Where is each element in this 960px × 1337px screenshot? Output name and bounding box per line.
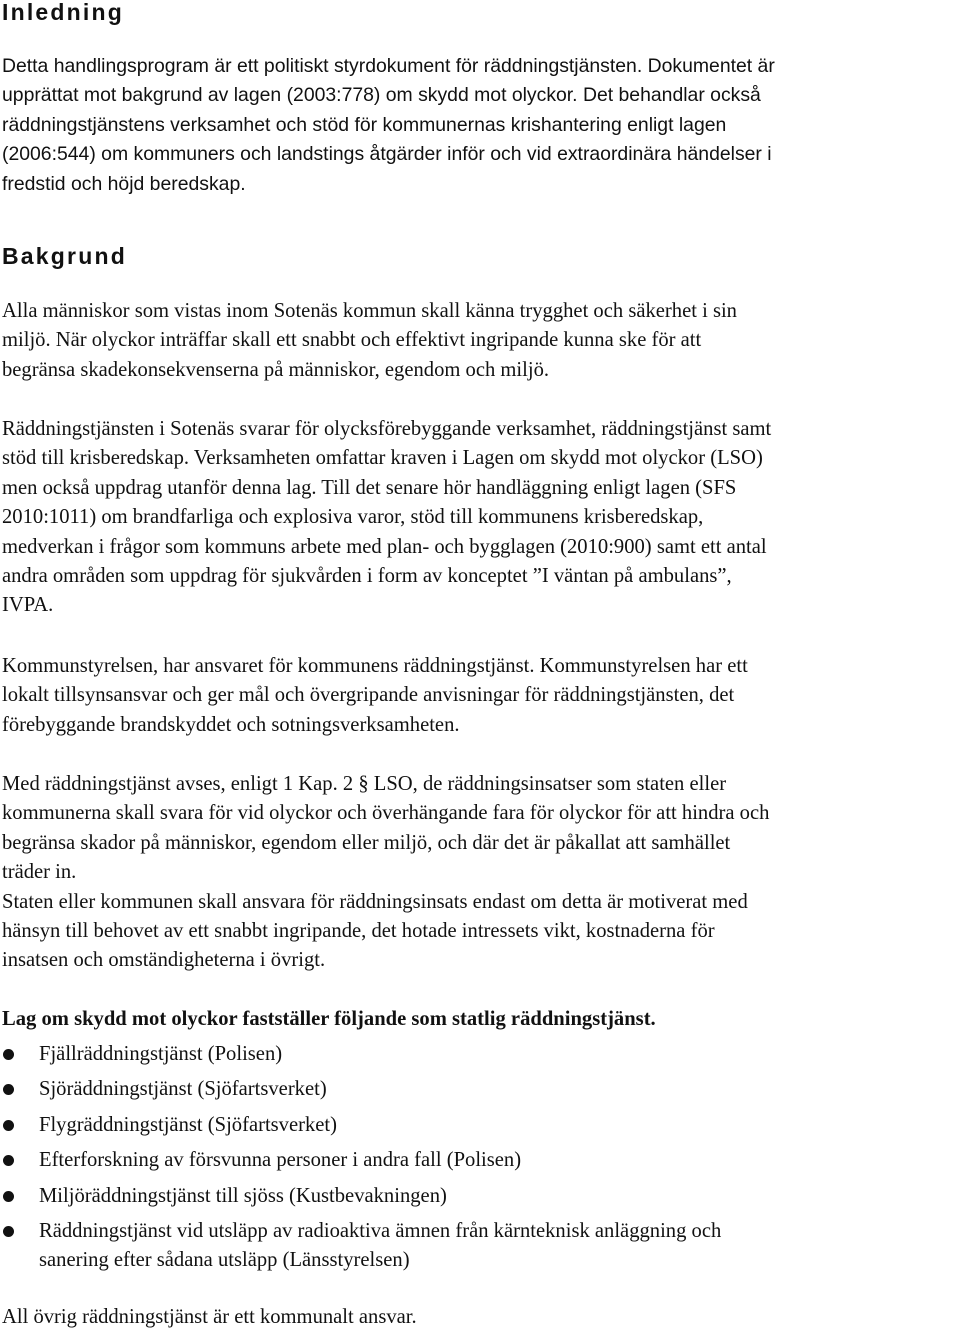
- text-line: Staten eller kommunen skall ansvara för räddningsinsats endast om detta är motiverat med: [2, 890, 748, 913]
- paragraph-bakgrund-3: [2, 652, 960, 740]
- bullet-icon: [3, 1191, 14, 1202]
- list-item: [0, 1146, 721, 1175]
- paragraph-bakgrund-4: [2, 770, 960, 976]
- text-line: räddningstjänstens verksamhet och stöd för kommunernas krishantering enligt lagen: [2, 113, 727, 136]
- paragraph-bakgrund-2: [2, 415, 960, 621]
- text-line: Med räddningstjänst avses, enligt 1 Kap. 2 § LSO, de räddningsinsatser som staten eller: [2, 773, 727, 795]
- lag-lead-heading: Lag om skydd mot olyckor fastställer följande som statlig räddningstjänst.: [2, 1008, 656, 1030]
- text-line: Detta handlingsprogram är ett politiskt styrdokument för räddningstjänsten. Dokumentet är: [2, 55, 775, 77]
- heading-bakgrund: Bakgrund: [2, 243, 127, 269]
- text-line: Alla människor som vistas inom Sotenäs kommun skall känna trygghet och säkerhet i sin: [2, 300, 737, 322]
- bullet-icon: [3, 1084, 14, 1095]
- paragraph-inledning: [2, 52, 960, 199]
- text-line: Kommunstyrelsen, har ansvaret för kommunens räddningstjänst. Kommunstyrelsen har ett: [2, 655, 748, 677]
- bullet-icon: [3, 1120, 14, 1131]
- text-line: andra områden som uppdrag för sjukvården i form av konceptet ”I väntan på ambulans”,: [2, 564, 732, 587]
- bullet-icon: [3, 1155, 14, 1166]
- text-line: medverkan i frågor som kommuns arbete med plan- och bygglagen (2010:900) samt ett antal: [2, 535, 767, 558]
- list-item: [0, 1217, 721, 1276]
- text-line: men också uppdrag utanför denna lag. Till det senare hör handläggning enligt lagen (SFS: [2, 476, 737, 499]
- text-line: insatsen och omständigheterna i övrigt.: [2, 949, 326, 972]
- text-line: (2006:544) om kommuners och landstings åtgärder inför och vid extraordinära händelser i: [2, 143, 772, 166]
- list-item-text: Miljöräddningstjänst till sjöss (Kustbevakningen): [39, 1184, 447, 1207]
- text-line: begränsa skadekonsekvenserna på människor, egendom och miljö.: [2, 358, 550, 381]
- list-item: [0, 1111, 721, 1140]
- text-line: begränsa skador på människor, egendom eller miljö, och där det är påkallat att samhället: [2, 831, 731, 854]
- closing-statement: All övrig räddningstjänst är ett kommunalt ansvar.: [2, 1306, 417, 1328]
- statlig-raddningstjanst-list: [0, 1040, 721, 1282]
- text-line: upprättat mot bakgrund av lagen (2003:778) om skydd mot olyckor. Det behandlar också: [2, 84, 761, 107]
- list-item: [0, 1040, 721, 1069]
- text-line: förebyggande brandskyddet och sotningsverksamheten.: [2, 713, 460, 736]
- text-line: Räddningstjänsten i Sotenäs svarar för olycksförebyggande verksamhet, räddningstjänst samt: [2, 418, 772, 440]
- text-line: IVPA.: [2, 594, 54, 617]
- list-item-text: Räddningstjänst vid utsläpp av radioaktiva ämnen från kärnteknisk anläggning och: [39, 1219, 722, 1242]
- list-item: [0, 1075, 721, 1104]
- text-line: miljö. När olyckor inträffar skall ett snabbt och effektivt ingripande kunna ske för att: [2, 329, 702, 352]
- bullet-icon: [3, 1049, 14, 1060]
- text-line: stöd till krisberedskap. Verksamheten omfattar kraven i Lagen om skydd mot olyckor (LSO): [2, 447, 763, 470]
- list-item: [0, 1182, 721, 1211]
- text-line: lokalt tillsynsansvar och ger mål och övergripande anvisningar för räddningstjänsten, det: [2, 684, 735, 707]
- text-line: 2010:1011) om brandfarliga och explosiva varor, stöd till kommunens krisberedskap,: [2, 506, 704, 529]
- text-line: fredstid och höjd beredskap.: [2, 172, 246, 195]
- paragraph-bakgrund-1: [2, 297, 960, 385]
- list-item-text: sanering efter sådana utsläpp (Länsstyrelsen): [39, 1249, 410, 1272]
- list-item-text: Sjöräddningstjänst (Sjöfartsverket): [39, 1078, 327, 1101]
- bullet-icon: [3, 1226, 14, 1237]
- list-item-text: Fjällräddningstjänst (Polisen): [39, 1043, 283, 1065]
- text-line: träder in.: [2, 861, 77, 884]
- text-line: hänsyn till behovet av ett snabbt ingripande, det hotade intressets vikt, kostnaderna för: [2, 919, 715, 942]
- heading-inledning: Inledning: [2, 0, 125, 25]
- list-item-text: Flygräddningstjänst (Sjöfartsverket): [39, 1113, 337, 1136]
- text-line: kommunerna skall svara för vid olyckor och överhängande fara för olyckor för att hindra och: [2, 802, 770, 825]
- list-item-text: Efterforskning av försvunna personer i andra fall (Polisen): [39, 1149, 522, 1172]
